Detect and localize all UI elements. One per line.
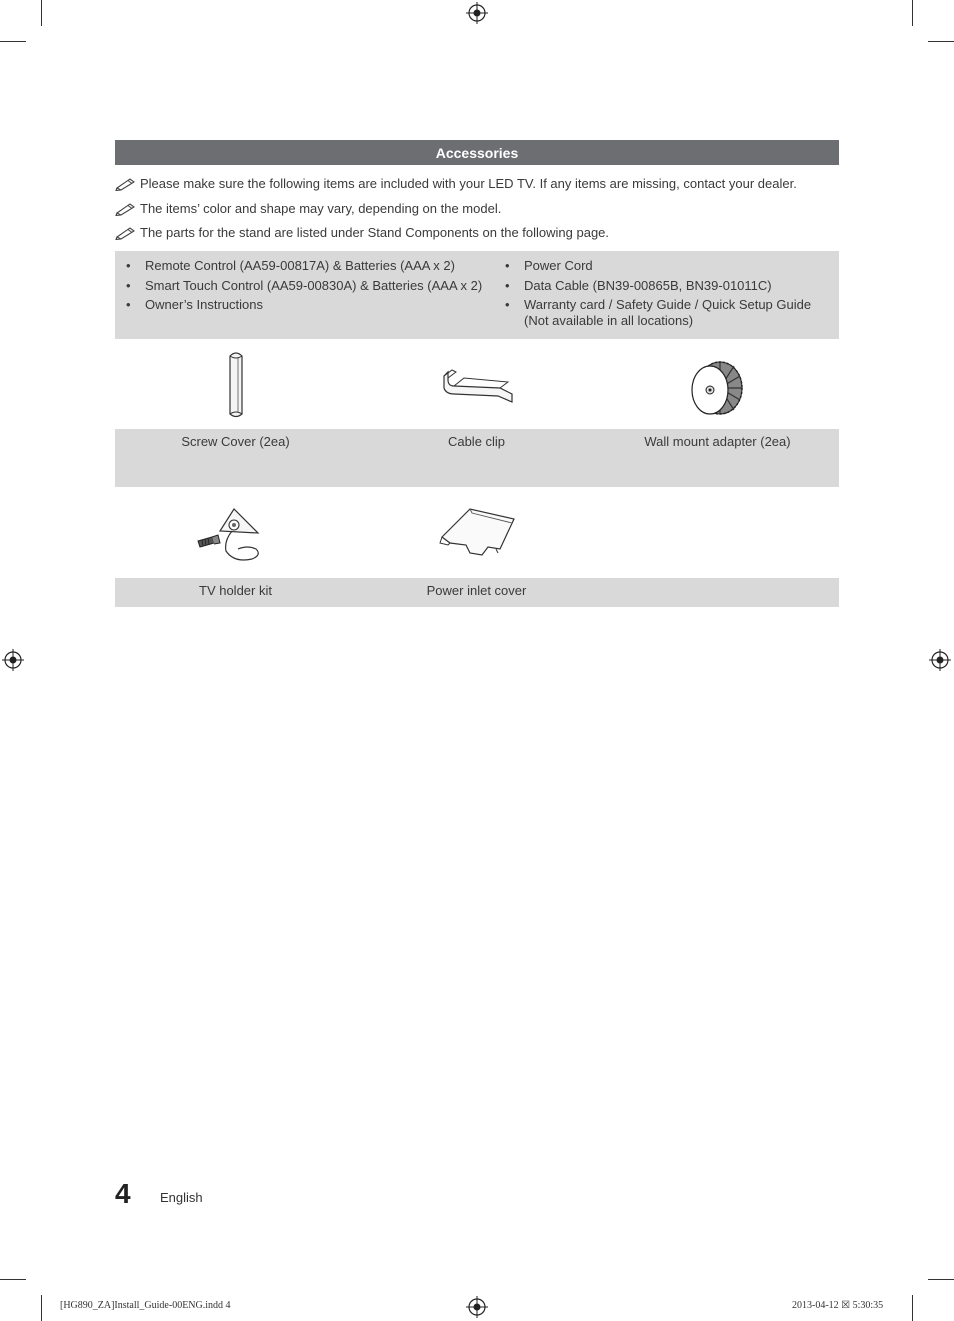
- part-label: TV holder kit: [199, 583, 272, 598]
- part-label: Cable clip: [447, 434, 506, 449]
- list-item: [505, 297, 835, 329]
- list-item-text: Warranty card / Safety Guide / Quick Setup Guide: [524, 297, 812, 312]
- wall-mount-adapter-icon: [686, 358, 746, 418]
- print-slug-date: 2013-04-12 ☒ 5:30:35: [792, 1300, 884, 1311]
- note: [115, 176, 797, 191]
- part-label: Power inlet cover: [426, 583, 527, 598]
- print-slug-file: [HG890_ZA]Install_Guide-00ENG.indd 4: [60, 1300, 231, 1311]
- included-items-left: [126, 258, 496, 317]
- crop-mark: [912, 1295, 913, 1321]
- registration-mark-icon: [466, 1296, 488, 1318]
- screw-cover-icon: [220, 350, 252, 422]
- part-label: Wall mount adapter (2ea): [644, 434, 791, 449]
- registration-mark-icon: [2, 649, 24, 671]
- included-items-panel: [115, 251, 839, 339]
- list-item: • Owner’s Instructions: [126, 297, 496, 313]
- part-label: Screw Cover (2ea): [181, 434, 290, 449]
- note-text: Please make sure the following items are included with your LED TV. If any items are missing, contact your dealer.: [140, 176, 797, 191]
- note-text: The items’ color and shape may vary, depending on the model.: [140, 201, 502, 216]
- tv-holder-kit-icon: [194, 503, 266, 567]
- note-pencil-icon: [115, 226, 137, 240]
- list-item: • Smart Touch Control (AA59-00830A) & Batteries (AAA x 2): [126, 278, 496, 294]
- registration-mark-icon: [466, 2, 488, 24]
- page-number: 4: [115, 1178, 131, 1209]
- note-pencil-icon: [115, 177, 137, 191]
- list-item: • Power Cord: [505, 258, 835, 274]
- cable-clip-icon: [440, 366, 516, 408]
- crop-mark: [41, 0, 42, 26]
- registration-mark-icon: [929, 649, 951, 671]
- power-inlet-cover-icon: [436, 505, 518, 559]
- crop-mark: [928, 1279, 954, 1280]
- page-language: English: [160, 1190, 203, 1205]
- crop-mark: [41, 1295, 42, 1321]
- list-item: • Remote Control (AA59-00817A) & Batteries (AAA x 2): [126, 258, 496, 274]
- crop-mark: [0, 41, 26, 42]
- included-items-right: [505, 258, 835, 329]
- note-pencil-icon: [115, 202, 137, 216]
- section-title: Accessories: [115, 140, 839, 165]
- crop-mark: [928, 41, 954, 42]
- note: [115, 225, 609, 240]
- list-item-subtext: (Not available in all locations): [524, 313, 694, 328]
- parts-label-row: [115, 429, 839, 487]
- note-text: The parts for the stand are listed under Stand Components on the following page.: [140, 225, 610, 240]
- crop-mark: [912, 0, 913, 26]
- list-item: • Data Cable (BN39-00865B, BN39-01011C): [505, 278, 835, 294]
- parts-label-row: [115, 578, 839, 607]
- note: [115, 201, 501, 216]
- crop-mark: [0, 1279, 26, 1280]
